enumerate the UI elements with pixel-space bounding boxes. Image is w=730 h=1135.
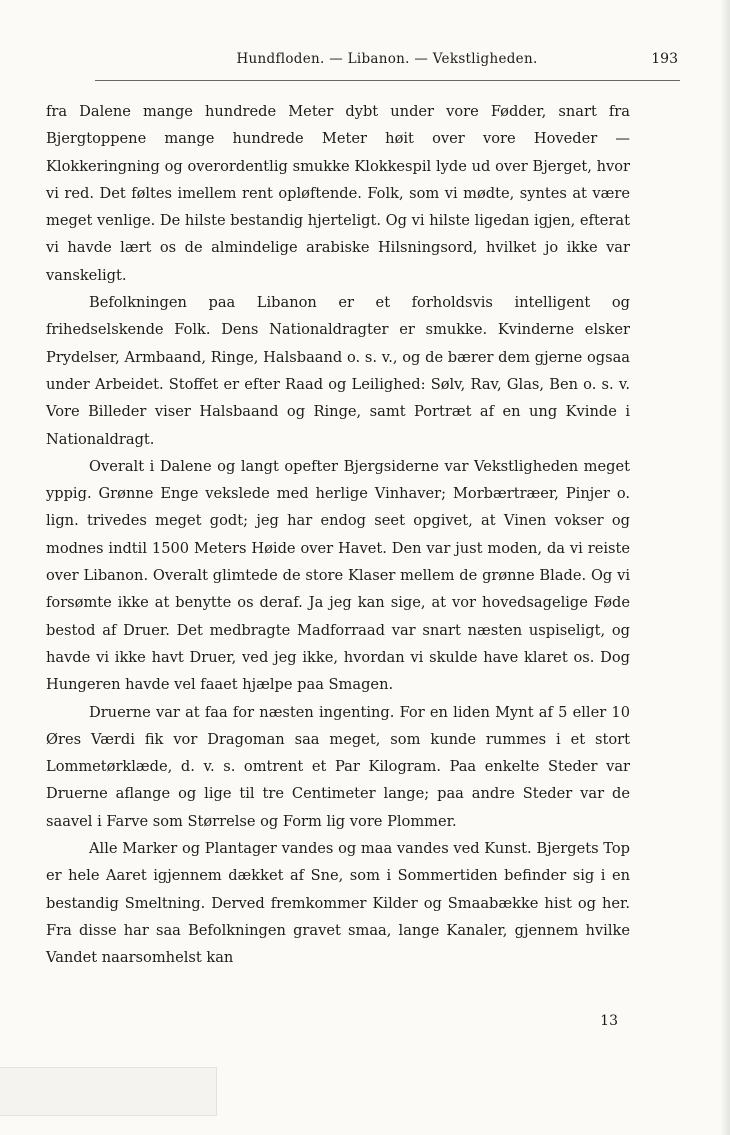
- page-edge-shadow: [720, 0, 730, 1135]
- paragraph-5: Alle Marker og Plantager vandes og maa vandes ved Kunst. Bjergets Top er hele Aaret igjennem dækket af Sne, som i Sommertiden befinder sig i en bestandig Smeltning. Derved fremkommer Kilder og Smaabække hist og her. Fra disse har saa Befolkningen gravet smaa, lange Kanaler, gjennem hvilke Vandet naarsomhelst kan: [46, 840, 630, 967]
- signature-mark: 13: [600, 1013, 618, 1029]
- body-text: [46, 98, 630, 972]
- paragraph-3: Overalt i Dalene og langt opefter Bjergsiderne var Vekstligheden meget yppig. Grønne Enge vekslede med herlige Vinhaver; Morbærtræer, Pinjer o. lign. trivedes meget godt; jeg har endog seet opgivet, at Vinen vokser og modnes indtil 1500 Meters Høide over Havet. Den var just moden, da vi reiste over Libanon. Overalt glimtede de store Klaser mellem de grønne Blade. Og vi forsømte ikke at benytte os deraf. Ja jeg kan sige, at vor hovedsagelige Føde bestod af Druer. Det medbragte Madforraad var snart næsten uspiseligt, og havde vi ikke havt Druer, ved jeg ikke, hvordan vi skulde have klaret os. Dog Hungeren havde vel faaet hjælpe paa Smagen.: [46, 457, 630, 694]
- running-head: Hundfloden. — Libanon. — Vekstligheden.: [236, 51, 538, 67]
- paragraph-1: fra Dalene mange hundrede Meter dybt under vore Fødder, snart fra Bjergtoppene mange hundrede Meter høit over vore Hoveder — Klokkeringning og overordentlig smukke Klokkespil lyde ud over Bjerget, hvor vi red. Det føltes imellem rent opløftende. Folk, som vi mødte, syntes at være meget venlige. De hilste bestandig hjerteligt. Og vi hilste ligedan igjen, efterat vi havde lært os de almindelige arabiske Hilsningsord, hvilket jo ikke var vanskeligt.: [46, 103, 630, 284]
- header-rule: [95, 80, 680, 81]
- page-number: 193: [651, 51, 678, 67]
- paragraph-4: Druerne var at faa for næsten ingenting. For en liden Mynt af 5 eller 10 Øres Værdi fik vor Dragoman saa meget, som kunde rummes i et stort Lommetørklæde, d. v. s. omtrent et Par Kilogram. Paa enkelte Steder var Druerne aflange og lige til tre Centimeter lange; paa andre Steder var de saavel i Farve som Størrelse og Form lig vore Plommer.: [46, 703, 630, 830]
- paragraph-2: Befolkningen paa Libanon er et forholdsvis intelligent og frihedselskende Folk. Dens Nationaldragter er smukke. Kvinderne elsker Prydelser, Armbaand, Ringe, Halsbaand o. s. v., og de bærer dem gjerne ogsaa under Arbeidet. Stoffet er efter Raad og Leilighed: Sølv, Rav, Glas, Ben o. s. v. Vore Billeder viser Halsbaand og Ringe, samt Portræt af en ung Kvinde i Nationaldragt.: [46, 294, 630, 448]
- page-header: [96, 51, 678, 75]
- library-stamp-label: [0, 1067, 217, 1116]
